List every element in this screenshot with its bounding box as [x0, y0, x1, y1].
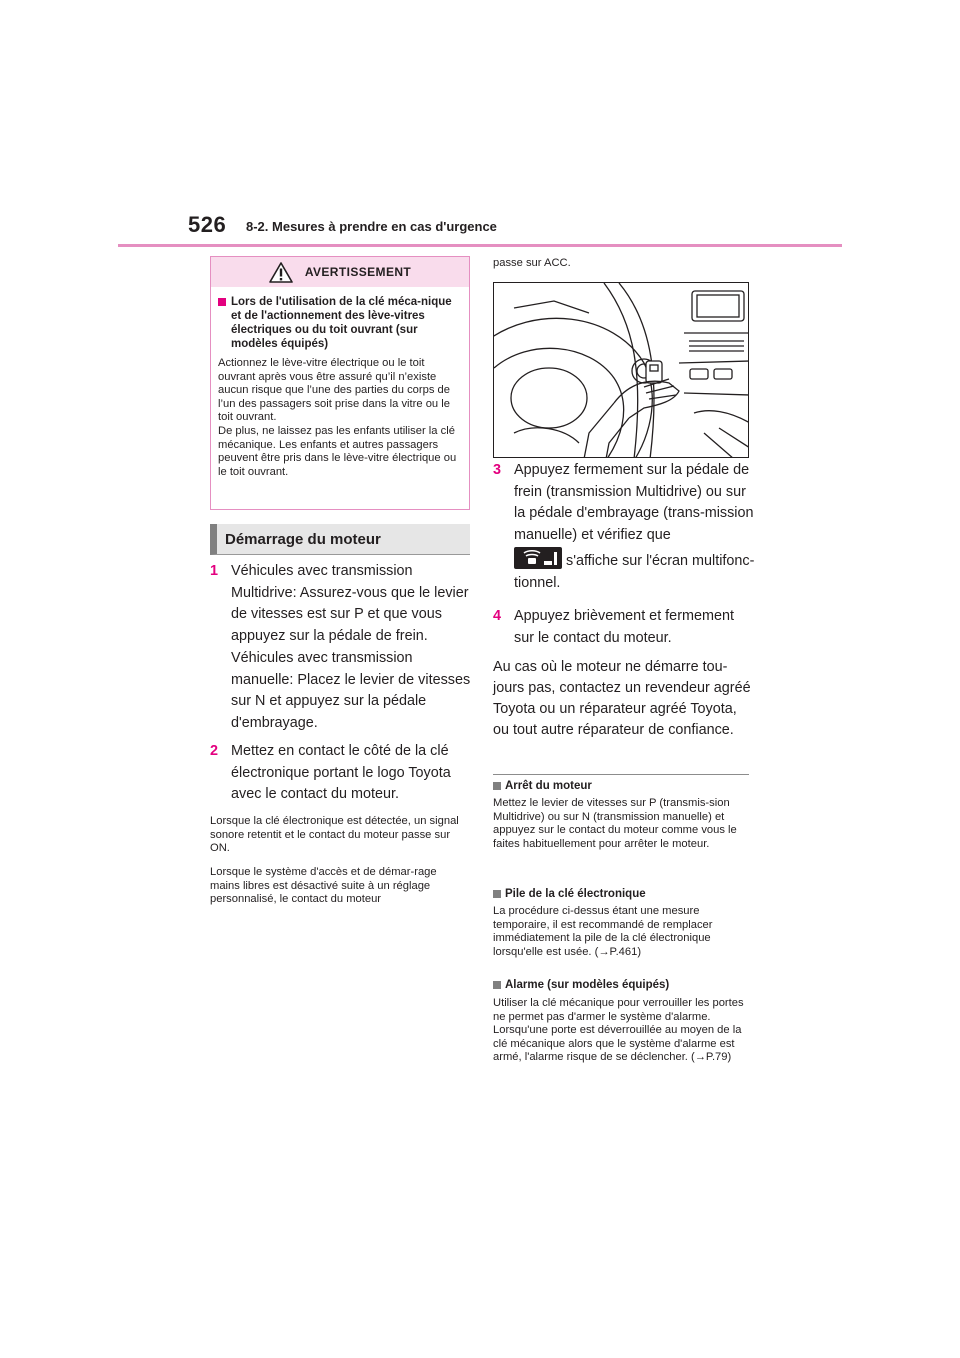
- warning-triangle-icon: [269, 262, 293, 283]
- note-smart-entry: Lorsque le système d'accès et de démar-rage mains libres est désactivé suite à un réglage personnalisé, le contact du moteur: [210, 866, 437, 905]
- warning-heading-text: Lors de l'utilisation de la clé méca-nique et de l'actionnement des lève-vitres électriques ou du toit ouvrant (sur modèles équipés): [231, 296, 452, 350]
- warning-box: [210, 256, 470, 510]
- info-text-alarm: [493, 997, 749, 1065]
- step-text: Appuyez brièvement et fermement sur le contact du moteur.: [514, 608, 734, 646]
- section-title: 8-2. Mesures à prendre en cas d'urgence: [246, 219, 497, 234]
- section-heading: Démarrage du moteur: [225, 530, 381, 548]
- warning-text: [218, 357, 461, 479]
- step-number: 1: [210, 563, 219, 579]
- step-text: [514, 460, 755, 594]
- bullet-square-icon: [218, 298, 226, 306]
- step-3-text-before: Appuyez fermement sur la pédale de frein (transmission Multidrive) ou sur la pédale d'embrayage (trans-mission manuelle) et vérifiez que: [514, 462, 754, 544]
- warning-heading: [218, 295, 461, 351]
- info-text-alarm-1: Utiliser la clé mécanique pour verrouiller les portes ne permet pas d'armer le système d'alarme.: [493, 997, 744, 1023]
- info-divider: [493, 774, 749, 775]
- note-smart-entry-cont: passe sur ACC.: [493, 257, 571, 269]
- step-number: 4: [493, 608, 502, 624]
- section-heading-banner: [210, 524, 470, 555]
- step-number: 3: [493, 462, 502, 478]
- warning-label: AVERTISSEMENT: [304, 265, 412, 279]
- info-heading-text: Alarme (sur modèles équipés): [505, 979, 670, 991]
- info-heading-key-battery: [493, 887, 749, 901]
- key-brake-indicator-icon: [514, 547, 562, 569]
- step-text: Véhicules avec transmission Multidrive: Assurez-vous que le levier de vitesses est sur P et que vous appuyez sur la pédale de frein. Véhicules avec transmission manuelle: Placez le levier de vitesses sur N et appuyez sur la pédale d'embrayage.: [231, 563, 471, 731]
- info-heading-text: Pile de la clé électronique: [505, 888, 646, 900]
- info-heading-text: Arrêt du moteur: [505, 780, 592, 792]
- info-heading-alarm: [493, 978, 749, 992]
- bullet-square-icon: [493, 782, 501, 790]
- note-detected: Lorsque la clé électronique est détectée, un signal sonore retentit et le contact du moteur passe sur ON.: [210, 815, 459, 854]
- step-1: [210, 561, 472, 735]
- illustration-key-on-start-button: [493, 282, 749, 458]
- warning-header: [211, 257, 469, 287]
- warning-text-1: Actionnez le lève-vitre électrique ou le toit ouvrant après vous être assuré qu’il n’existe aucun risque que l’une des parties du corps de l’un des passagers soit prise dans la vitre ou le toit ouvrant.: [218, 357, 450, 424]
- step-3-text-after: s'affiche sur l'écran multifonc-tionnel.: [514, 552, 755, 591]
- step-2: [210, 741, 468, 806]
- info-text-engine-stop: Mettez le levier de vitesses sur P (transmis-sion Multidrive) ou sur N (transmission manuelle) et appuyez sur le contact du moteur comme vous le faites habituellement pour arrêter le moteur.: [493, 797, 737, 850]
- info-text-key-battery: La procédure ci-dessus étant une mesure temporaire, il est recommandé de remplacer immédiatement la pile de la clé électronique lorsqu'elle est usée. (→P.461): [493, 905, 713, 958]
- page-number: 526: [188, 212, 227, 237]
- step-text: Mettez en contact le côté de la clé électronique portant le logo Toyota avec le contact du moteur.: [231, 743, 451, 803]
- bullet-square-icon: [493, 981, 501, 989]
- step-4: [493, 606, 755, 649]
- header-rule: [118, 244, 842, 247]
- step-number: 2: [210, 743, 219, 759]
- step-3: [493, 460, 755, 594]
- conclusion-paragraph: Au cas où le moteur ne démarre tou-jours pas, contactez un revendeur agréé Toyota ou un réparateur agréé Toyota, ou tout autre réparateur de confiance.: [493, 659, 751, 738]
- warning-body: [211, 287, 469, 479]
- info-heading-engine-stop: [493, 779, 749, 793]
- bullet-square-icon: [493, 890, 501, 898]
- info-text-alarm-2: Lorsqu'une porte est déverrouillée au moyen de la clé mécanique alors que le système d'alarme est armé, l'alarme risque de se déclencher. (→P.79): [493, 1024, 742, 1063]
- warning-text-2: De plus, ne laissez pas les enfants utiliser la clé mécanique. Les enfants et autres passagers peuvent être pris dans le lève-vitre électrique ou le toit ouvrant.: [218, 424, 457, 478]
